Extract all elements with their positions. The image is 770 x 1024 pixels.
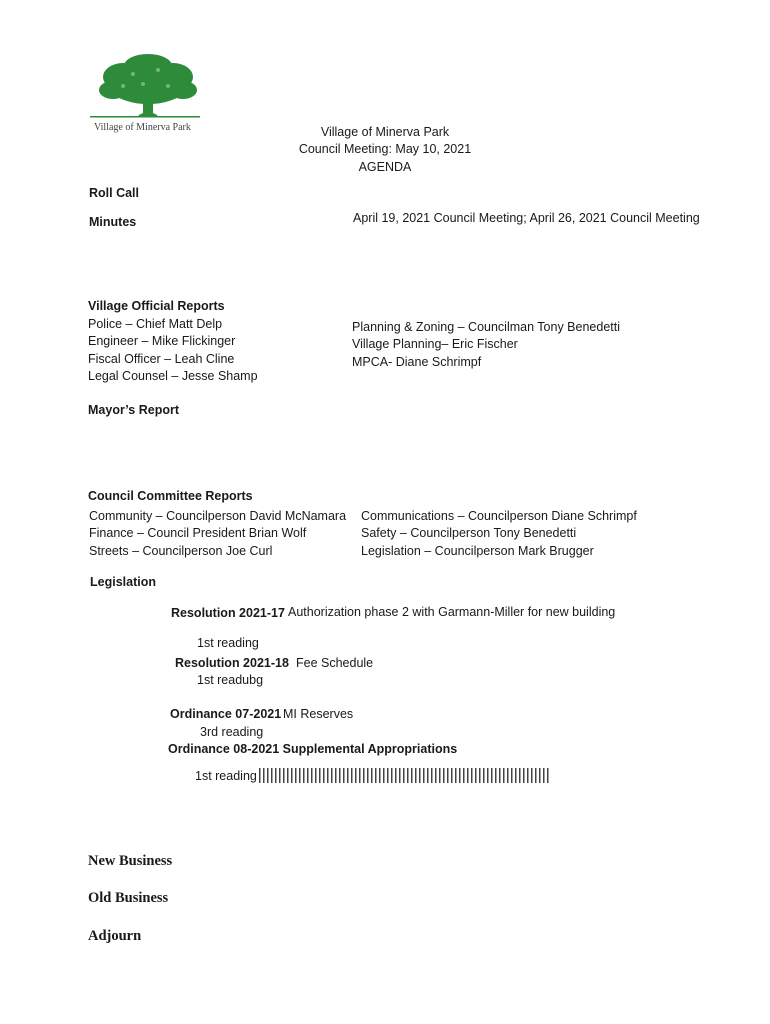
ordinance-08-reading: 1st reading [195,769,257,783]
minutes-heading: Minutes [89,215,137,229]
official-report-item: MPCA- Diane Schrimpf [352,355,482,369]
resolution-17-label: Resolution 2021-17 [171,606,285,620]
official-report-item: Police – Chief Matt Delp [88,317,223,331]
committee-report-item: Community – Councilperson David McNamara [89,509,347,523]
resolution-18-label: Resolution 2021-18 [175,656,289,670]
official-report-item: Planning & Zoning – Councilman Tony Benedetti [352,320,620,334]
header-org: Village of Minerva Park [320,125,450,139]
ordinance-07-text: MI Reserves [283,707,354,721]
committee-report-item: Streets – Councilperson Joe Curl [89,544,273,558]
roll-call-heading: Roll Call [89,186,140,200]
official-reports-heading: Village Official Reports [88,299,225,313]
mayors-report-heading: Mayor’s Report [88,403,179,417]
header-agenda: AGENDA [358,160,412,174]
ordinance-07-reading: 3rd reading [200,725,264,739]
committee-report-item: Legislation – Councilperson Mark Brugger [361,544,594,558]
official-report-item: Fiscal Officer – Leah Cline [88,352,235,366]
committee-report-item: Finance – Council President Brian Wolf [89,526,307,540]
official-report-item: Legal Counsel – Jesse Shamp [88,369,258,383]
committee-report-item: Communications – Councilperson Diane Schrimpf [361,509,637,523]
committee-reports-heading: Council Committee Reports [88,489,253,503]
ordinance-07-label: Ordinance 07-2021 [170,707,282,721]
legislation-heading: Legislation [90,575,156,589]
committee-report-item: Safety – Councilperson Tony Benedetti [361,526,577,540]
ordinance-08-label: Ordinance 08-2021 Supplemental Appropriations [168,742,458,756]
official-report-item: Engineer – Mike Flickinger [88,334,236,348]
ordinance-08-reading-line [195,768,551,786]
logo-text: Village of Minerva Park [94,122,191,133]
minutes-text: April 19, 2021 Council Meeting; April 26, 2021 Council Meeting [353,211,700,225]
header-meeting: Council Meeting: May 10, 2021 [298,142,472,156]
resolution-17-reading: 1st reading [197,636,259,650]
garbled-text [259,768,551,783]
new-business-heading: New Business [88,853,173,869]
official-report-item: Village Planning– Eric Fischer [352,337,518,351]
resolution-17-text: Authorization phase 2 with Garmann-Miller for new building [288,605,616,619]
old-business-heading: Old Business [88,890,169,906]
adjourn-heading: Adjourn [88,928,142,944]
resolution-18-text: Fee Schedule [296,656,374,670]
resolution-18-reading: 1st readubg [197,673,264,687]
